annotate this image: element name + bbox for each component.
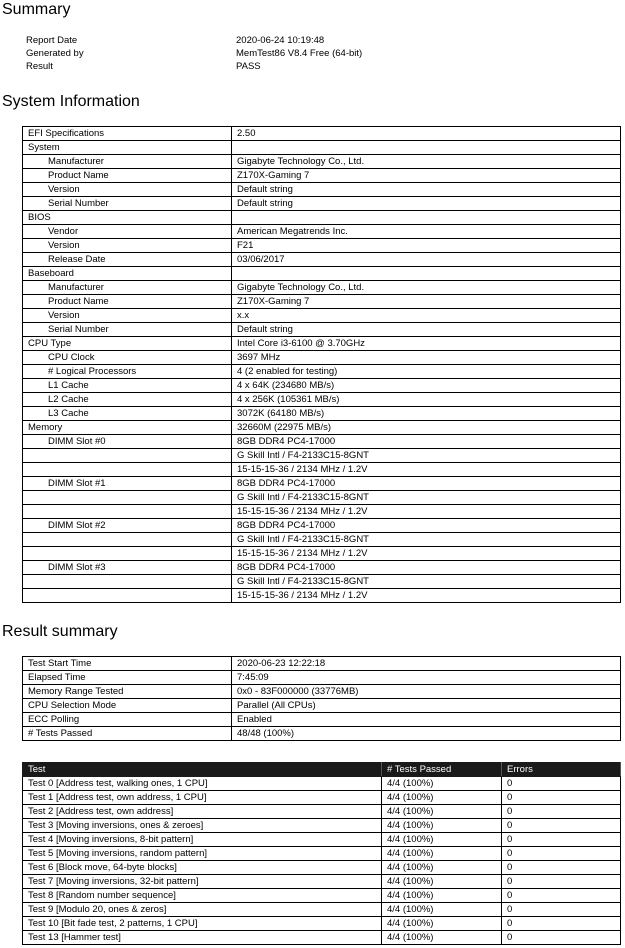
summary-row [26, 47, 362, 60]
test-name: Test 1 [Address test, own address, 1 CPU] [23, 791, 382, 805]
row-value: 3072K (64180 MB/s) [232, 407, 621, 421]
row-value [232, 211, 621, 225]
row-label: Version [23, 183, 232, 197]
result-summary-heading: Result summary [2, 623, 118, 640]
test-row [23, 861, 621, 875]
test-passed: 4/4 (100%) [382, 819, 502, 833]
row-value: 15-15-15-36 / 2134 MHz / 1.2V [232, 547, 621, 561]
table-row [23, 421, 621, 435]
row-label: L3 Cache [23, 407, 232, 421]
table-row [23, 685, 621, 699]
row-label: L2 Cache [23, 393, 232, 407]
table-row [23, 657, 621, 671]
row-value: 4 (2 enabled for testing) [232, 365, 621, 379]
summary-value: 2020-06-24 10:19:48 [236, 35, 325, 46]
row-value: Gigabyte Technology Co., Ltd. [232, 155, 621, 169]
test-errors: 0 [502, 875, 621, 889]
row-label: Version [23, 239, 232, 253]
table-row [23, 183, 621, 197]
test-passed: 4/4 (100%) [382, 805, 502, 819]
row-label: Manufacturer [23, 281, 232, 295]
summary-label: Result [26, 61, 53, 72]
row-value: 48/48 (100%) [232, 727, 621, 741]
test-name: Test 7 [Moving inversions, 32-bit pattern] [23, 875, 382, 889]
test-passed: 4/4 (100%) [382, 861, 502, 875]
table-row [23, 671, 621, 685]
row-label: Serial Number [23, 197, 232, 211]
test-name: Test 10 [Bit fade test, 2 patterns, 1 CPU] [23, 917, 382, 931]
test-name: Test 2 [Address test, own address] [23, 805, 382, 819]
system-information-table [22, 126, 621, 603]
test-row [23, 847, 621, 861]
table-row [23, 127, 621, 141]
row-label [23, 449, 232, 463]
row-label [23, 589, 232, 603]
table-row [23, 309, 621, 323]
row-label: # Logical Processors [23, 365, 232, 379]
row-value: 4 x 64K (234680 MB/s) [232, 379, 621, 393]
test-passed: 4/4 (100%) [382, 833, 502, 847]
summary-list [26, 34, 362, 73]
table-row [23, 699, 621, 713]
header-tests-passed: # Tests Passed [382, 763, 502, 777]
test-name: Test 3 [Moving inversions, ones & zeroes] [23, 819, 382, 833]
test-errors: 0 [502, 791, 621, 805]
row-value: 3697 MHz [232, 351, 621, 365]
row-value: Parallel (All CPUs) [232, 699, 621, 713]
row-label [23, 533, 232, 547]
table-row [23, 379, 621, 393]
summary-label: Generated by [26, 48, 84, 59]
test-errors: 0 [502, 903, 621, 917]
system-information-heading: System Information [2, 93, 140, 110]
summary-label: Report Date [26, 35, 78, 46]
row-value: 4 x 256K (105361 MB/s) [232, 393, 621, 407]
test-row [23, 903, 621, 917]
summary-value: MemTest86 V8.4 Free (64-bit) [236, 48, 363, 59]
row-value: G Skill Intl / F4-2133C15-8GNT [232, 575, 621, 589]
row-label: L1 Cache [23, 379, 232, 393]
test-row [23, 777, 621, 791]
table-row [23, 561, 621, 575]
test-name: Test 13 [Hammer test] [23, 931, 382, 945]
test-row [23, 889, 621, 903]
table-row [23, 533, 621, 547]
row-label: EFI Specifications [23, 127, 232, 141]
row-value: G Skill Intl / F4-2133C15-8GNT [232, 533, 621, 547]
row-value: 8GB DDR4 PC4-17000 [232, 561, 621, 575]
row-label: Serial Number [23, 323, 232, 337]
row-value: 7:45:09 [232, 671, 621, 685]
row-value [232, 141, 621, 155]
tests-table [22, 762, 621, 945]
row-value: Default string [232, 323, 621, 337]
test-passed: 4/4 (100%) [382, 791, 502, 805]
table-row [23, 491, 621, 505]
test-name: Test 9 [Modulo 20, ones & zeros] [23, 903, 382, 917]
row-label: Test Start Time [23, 657, 232, 671]
row-value: 15-15-15-36 / 2134 MHz / 1.2V [232, 589, 621, 603]
table-row [23, 155, 621, 169]
test-passed: 4/4 (100%) [382, 917, 502, 931]
summary-heading: Summary [2, 1, 71, 18]
summary-row [26, 60, 362, 73]
row-value: G Skill Intl / F4-2133C15-8GNT [232, 491, 621, 505]
test-passed: 4/4 (100%) [382, 903, 502, 917]
row-label: System [23, 141, 232, 155]
test-errors: 0 [502, 777, 621, 791]
row-value: 2020-06-23 12:22:18 [232, 657, 621, 671]
header-errors: Errors [502, 763, 621, 777]
row-label: CPU Selection Mode [23, 699, 232, 713]
table-row [23, 323, 621, 337]
test-name: Test 8 [Random number sequence] [23, 889, 382, 903]
test-row [23, 791, 621, 805]
table-row [23, 463, 621, 477]
test-name: Test 6 [Block move, 64-byte blocks] [23, 861, 382, 875]
row-label: Version [23, 309, 232, 323]
row-label: DIMM Slot #2 [23, 519, 232, 533]
row-label: DIMM Slot #3 [23, 561, 232, 575]
row-label: Memory Range Tested [23, 685, 232, 699]
row-value: 15-15-15-36 / 2134 MHz / 1.2V [232, 505, 621, 519]
table-row [23, 519, 621, 533]
row-value: 0x0 - 83F000000 (33776MB) [232, 685, 621, 699]
table-row [23, 281, 621, 295]
table-row [23, 575, 621, 589]
test-passed: 4/4 (100%) [382, 931, 502, 945]
row-value: Default string [232, 197, 621, 211]
row-value: 15-15-15-36 / 2134 MHz / 1.2V [232, 463, 621, 477]
table-row [23, 547, 621, 561]
row-value: Z170X-Gaming 7 [232, 169, 621, 183]
table-row [23, 393, 621, 407]
row-value: 2.50 [232, 127, 621, 141]
row-label: DIMM Slot #1 [23, 477, 232, 491]
table-row [23, 267, 621, 281]
test-row [23, 917, 621, 931]
row-value: F21 [232, 239, 621, 253]
row-label: Release Date [23, 253, 232, 267]
table-row [23, 477, 621, 491]
row-value: 32660M (22975 MB/s) [232, 421, 621, 435]
table-row [23, 211, 621, 225]
test-name: Test 5 [Moving inversions, random pattern] [23, 847, 382, 861]
result-summary-table [22, 656, 621, 741]
test-name: Test 4 [Moving inversions, 8-bit pattern] [23, 833, 382, 847]
test-errors: 0 [502, 889, 621, 903]
row-value: 8GB DDR4 PC4-17000 [232, 435, 621, 449]
test-errors: 0 [502, 861, 621, 875]
row-label: Baseboard [23, 267, 232, 281]
table-row [23, 239, 621, 253]
row-label: Memory [23, 421, 232, 435]
row-value: Intel Core i3-6100 @ 3.70GHz [232, 337, 621, 351]
test-row [23, 875, 621, 889]
row-label [23, 575, 232, 589]
test-passed: 4/4 (100%) [382, 777, 502, 791]
row-value: American Megatrends Inc. [232, 225, 621, 239]
test-passed: 4/4 (100%) [382, 889, 502, 903]
test-errors: 0 [502, 805, 621, 819]
row-label: BIOS [23, 211, 232, 225]
row-value: Gigabyte Technology Co., Ltd. [232, 281, 621, 295]
table-row [23, 295, 621, 309]
test-errors: 0 [502, 917, 621, 931]
row-value: x.x [232, 309, 621, 323]
row-value: Enabled [232, 713, 621, 727]
test-errors: 0 [502, 847, 621, 861]
test-errors: 0 [502, 931, 621, 945]
table-row [23, 435, 621, 449]
row-label: DIMM Slot #0 [23, 435, 232, 449]
table-row [23, 713, 621, 727]
row-value: G Skill Intl / F4-2133C15-8GNT [232, 449, 621, 463]
table-row [23, 141, 621, 155]
table-row [23, 505, 621, 519]
row-value: 03/06/2017 [232, 253, 621, 267]
row-label: Elapsed Time [23, 671, 232, 685]
test-row [23, 819, 621, 833]
table-row [23, 589, 621, 603]
test-row [23, 931, 621, 945]
test-name: Test 0 [Address test, walking ones, 1 CPU] [23, 777, 382, 791]
table-row [23, 197, 621, 211]
row-label [23, 463, 232, 477]
summary-row [26, 34, 362, 47]
row-label: ECC Polling [23, 713, 232, 727]
test-errors: 0 [502, 833, 621, 847]
row-label: Manufacturer [23, 155, 232, 169]
row-value: 8GB DDR4 PC4-17000 [232, 519, 621, 533]
row-value: Z170X-Gaming 7 [232, 295, 621, 309]
table-row [23, 169, 621, 183]
row-label [23, 547, 232, 561]
summary-value: PASS [236, 61, 261, 72]
table-row [23, 365, 621, 379]
test-passed: 4/4 (100%) [382, 847, 502, 861]
table-row [23, 225, 621, 239]
test-passed: 4/4 (100%) [382, 875, 502, 889]
table-row [23, 253, 621, 267]
row-label: Product Name [23, 295, 232, 309]
row-label: # Tests Passed [23, 727, 232, 741]
row-label [23, 491, 232, 505]
row-label: Product Name [23, 169, 232, 183]
test-errors: 0 [502, 819, 621, 833]
row-label [23, 505, 232, 519]
test-row [23, 833, 621, 847]
row-label: Vendor [23, 225, 232, 239]
row-value: 8GB DDR4 PC4-17000 [232, 477, 621, 491]
row-value: Default string [232, 183, 621, 197]
table-row [23, 351, 621, 365]
table-row [23, 407, 621, 421]
table-row [23, 727, 621, 741]
header-test: Test [23, 763, 382, 777]
row-label: CPU Type [23, 337, 232, 351]
row-value [232, 267, 621, 281]
tests-header-row [23, 763, 621, 777]
table-row [23, 449, 621, 463]
table-row [23, 337, 621, 351]
row-label: CPU Clock [23, 351, 232, 365]
test-row [23, 805, 621, 819]
